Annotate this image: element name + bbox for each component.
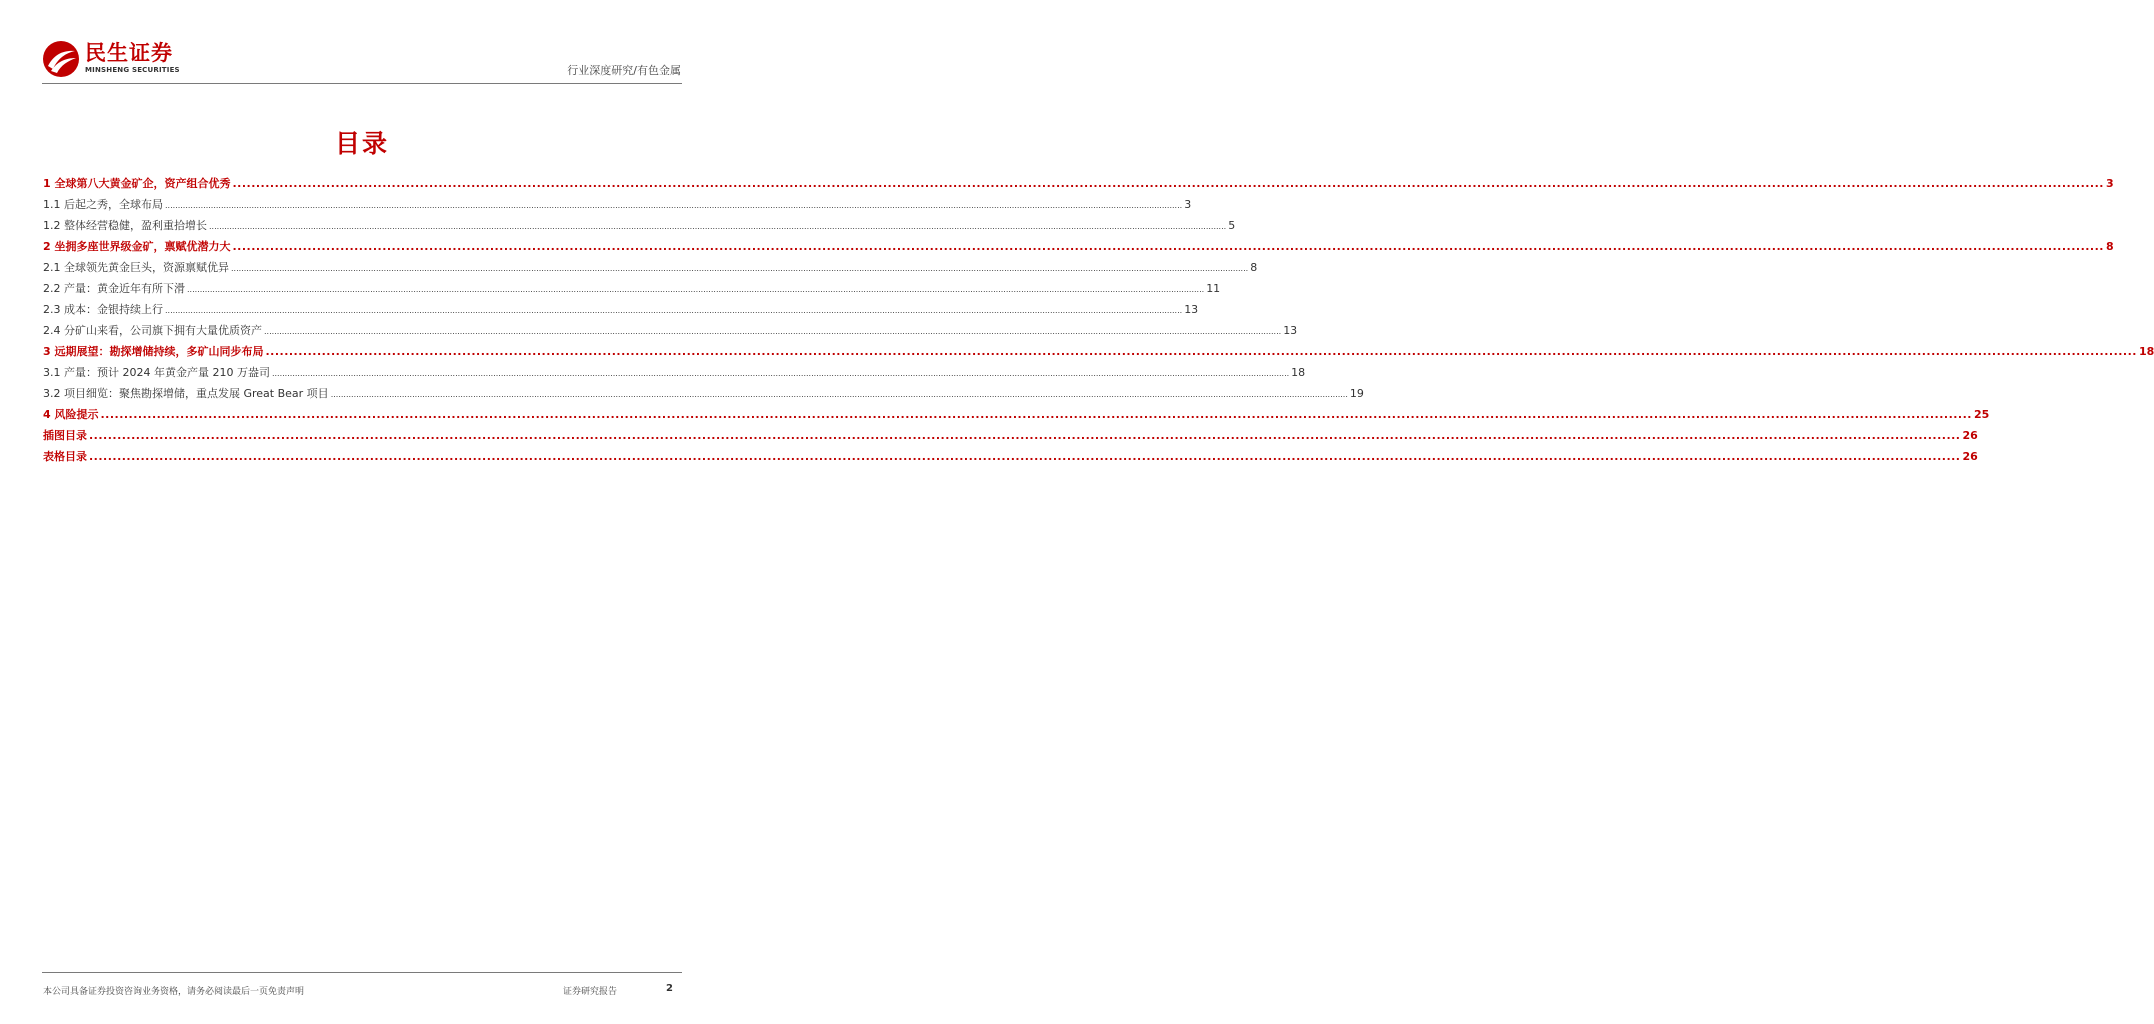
toc-dot-leader: ................................................................................................................................................................................................................................................................................................................................................................................................................: [89, 450, 1961, 463]
table-of-contents: [43, 173, 2154, 467]
toc-entry-title: 2.1 全球领先黄金巨头，资源禀赋优异: [43, 261, 229, 274]
toc-dot-leader: ................................................................................................................................................................................................................................................................................................................................................................................................................: [264, 327, 1282, 336]
toc-dot-leader: ................................................................................................................................................................................................................................................................................................................................................................................................................: [271, 369, 1290, 378]
toc-entry-page: 26: [1962, 450, 1978, 463]
toc-entry-page: 11: [1206, 282, 1221, 295]
toc-entry[interactable]: [43, 404, 1990, 425]
toc-dot-leader: ................................................................................................................................................................................................................................................................................................................................................................................................................: [232, 240, 2104, 253]
company-logo: [42, 40, 202, 80]
toc-entry[interactable]: [43, 362, 1306, 383]
toc-dot-leader: ................................................................................................................................................................................................................................................................................................................................................................................................................: [265, 345, 2137, 358]
toc-entry-page: 8: [1250, 261, 1258, 274]
toc-title: 目录: [334, 129, 389, 158]
toc-entry-title: 插图目录: [43, 429, 87, 442]
toc-entry-page: 8: [2105, 240, 2114, 253]
header-divider: [42, 83, 682, 84]
toc-entry[interactable]: [43, 257, 1258, 278]
toc-entry-title: 3.1 产量：预计 2024 年黄金产量 210 万盎司: [43, 366, 270, 379]
toc-entry-page: 5: [1228, 219, 1236, 232]
footer-disclaimer: 本公司具备证券投资咨询业务资格，请务必阅读最后一页免责声明: [43, 987, 305, 997]
page-number: 2: [666, 983, 673, 994]
toc-entry[interactable]: [43, 425, 1978, 446]
toc-entry-title: 3 远期展望：勘探增储持续，多矿山同步布局: [43, 345, 264, 358]
toc-entry[interactable]: [43, 278, 1221, 299]
report-category: 行业深度研究/有色金属: [567, 64, 681, 77]
toc-entry-title: 2.2 产量：黄金近年有所下滑: [43, 282, 185, 295]
footer-divider: [42, 972, 682, 973]
toc-dot-leader: ................................................................................................................................................................................................................................................................................................................................................................................................................: [165, 306, 1183, 315]
logo-chinese-name: 民生证券: [85, 41, 173, 65]
toc-entry[interactable]: [43, 446, 1978, 467]
toc-entry[interactable]: [43, 299, 1199, 320]
toc-dot-leader: ................................................................................................................................................................................................................................................................................................................................................................................................................: [89, 429, 1961, 442]
toc-entry[interactable]: [43, 341, 2154, 362]
toc-entry-title: 3.2 项目细览：聚焦勘探增储，重点发展 Great Bear 项目: [43, 387, 329, 400]
toc-entry-title: 1.2 整体经营稳健，盈利重拾增长: [43, 219, 207, 232]
logo-english-name: MINSHENG SECURITIES: [85, 66, 180, 74]
footer-report-label: 证券研究报告: [563, 987, 618, 997]
toc-dot-leader: ................................................................................................................................................................................................................................................................................................................................................................................................................: [209, 222, 1227, 231]
toc-entry[interactable]: [43, 173, 2114, 194]
toc-entry[interactable]: [43, 215, 1236, 236]
toc-entry[interactable]: [43, 320, 1298, 341]
toc-entry-title: 4 风险提示: [43, 408, 99, 421]
toc-dot-leader: ................................................................................................................................................................................................................................................................................................................................................................................................................: [231, 264, 1249, 273]
toc-entry-title: 表格目录: [43, 450, 87, 463]
toc-entry-title: 2 坐拥多座世界级金矿，禀赋优潜力大: [43, 240, 231, 253]
toc-entry-page: 19: [1349, 387, 1364, 400]
toc-entry-page: 3: [1184, 198, 1192, 211]
toc-dot-leader: ................................................................................................................................................................................................................................................................................................................................................................................................................: [187, 285, 1205, 294]
toc-entry-page: 26: [1962, 429, 1978, 442]
toc-entry-title: 2.3 成本：金银持续上行: [43, 303, 163, 316]
toc-entry[interactable]: [43, 236, 2114, 257]
toc-dot-leader: ................................................................................................................................................................................................................................................................................................................................................................................................................: [330, 390, 1348, 399]
toc-entry-page: 25: [1973, 408, 1990, 421]
toc-entry[interactable]: [43, 383, 1364, 404]
toc-entry-title: 2.4 分矿山来看，公司旗下拥有大量优质资产: [43, 324, 262, 337]
toc-entry-title: 1 全球第八大黄金矿企，资产组合优秀: [43, 177, 231, 190]
toc-entry-page: 18: [1291, 366, 1306, 379]
toc-entry-title: 1.1 后起之秀，全球布局: [43, 198, 163, 211]
toc-entry[interactable]: [43, 194, 1192, 215]
toc-dot-leader: ................................................................................................................................................................................................................................................................................................................................................................................................................: [100, 408, 1972, 421]
toc-entry-page: 13: [1283, 324, 1298, 337]
toc-dot-leader: ................................................................................................................................................................................................................................................................................................................................................................................................................: [232, 177, 2104, 190]
toc-entry-page: 3: [2105, 177, 2114, 190]
toc-entry-page: 13: [1184, 303, 1199, 316]
page-header: [0, 0, 724, 90]
minsheng-logo-icon: [42, 40, 80, 78]
toc-dot-leader: ................................................................................................................................................................................................................................................................................................................................................................................................................: [165, 201, 1183, 210]
toc-entry-page: 18: [2138, 345, 2154, 358]
